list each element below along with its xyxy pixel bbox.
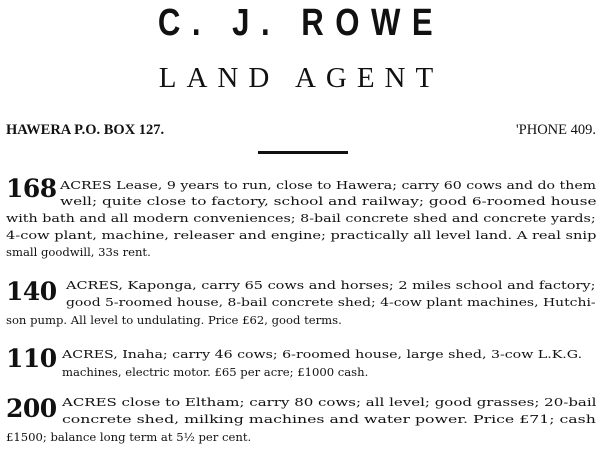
listing-text-line: ACRES, Kaponga, carry 65 cows and horses; 2 miles school and factory; xyxy=(66,278,596,292)
listing-text-line: well; quite close to factory, school and railway; good 6-roomed house xyxy=(60,194,597,208)
listing-text-line: £1500; balance long term at 5½ per cent. xyxy=(6,430,252,444)
listing-text-line: concrete shed, milking machines and water power. Price £71; cash xyxy=(62,412,596,426)
agent-title: LAND AGENT xyxy=(158,62,444,94)
listing-text-line: ACRES, Inaha; carry 46 cows; 6-roomed house, large shed, 3-cow L.K.G. xyxy=(62,347,583,361)
listing-acreage: 110 xyxy=(6,344,57,373)
listing-text-line: small goodwill, 33s rent. xyxy=(6,245,151,259)
listing-text-line: 4-cow plant, machine, releaser and engine; practically all level land. A real snip xyxy=(6,228,597,242)
divider-rule xyxy=(258,151,348,154)
listing-text-line: ACRES close to Eltham; carry 80 cows; all level; good grasses; 20-bail xyxy=(62,395,597,409)
postal-address: HAWERA P.O. BOX 127. xyxy=(6,122,165,138)
listing-200-acres xyxy=(6,394,598,450)
listing-text-line: ACRES Lease, 9 years to run, close to Hawera; carry 60 cows and do them xyxy=(60,178,597,192)
listing-text-line: son pump. All level to undulating. Price £62, good terms. xyxy=(6,313,342,327)
listing-acreage: 200 xyxy=(6,394,57,423)
listing-text-line: machines, electric motor. £65 per acre; £1000 cash. xyxy=(62,365,369,379)
listing-110-acres xyxy=(6,346,598,386)
listing-acreage: 168 xyxy=(6,174,57,203)
listing-acreage: 140 xyxy=(6,277,57,306)
listing-168-acres xyxy=(6,174,598,266)
phone-number: 'PHONE 409. xyxy=(516,122,596,138)
listing-text-line: good 5-roomed house, 8-bail concrete shed; 4-cow plant machines, Hutchi- xyxy=(66,295,596,309)
agent-name: C. J. ROWE xyxy=(157,2,445,44)
listing-140-acres xyxy=(6,276,598,338)
listing-text-line: with bath and all modern conveniences; 8-bail concrete shed and concrete yards; xyxy=(6,211,596,225)
